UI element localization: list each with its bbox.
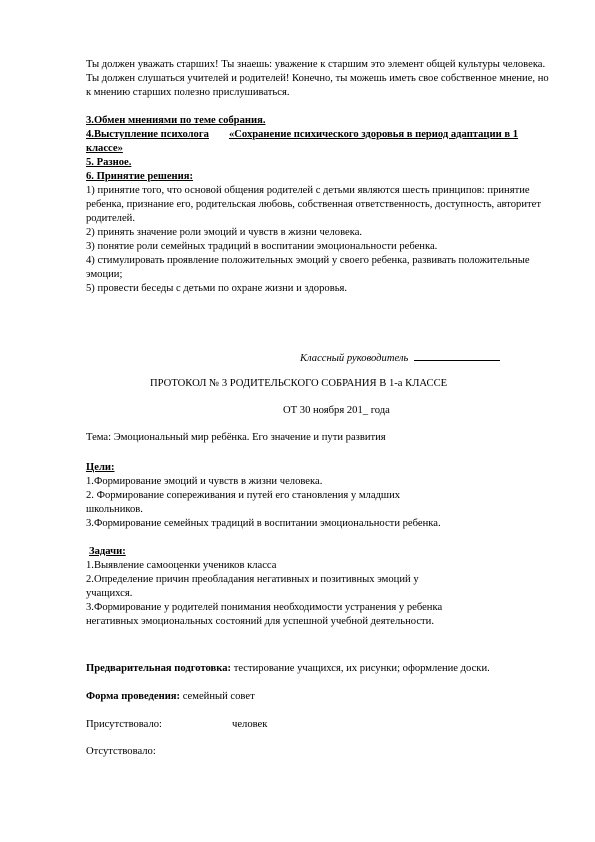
goal-item: 2. Формирование сопереживания и путей его становления у младших школьников. <box>86 490 401 515</box>
agenda-item-3: 3.Обмен мнениями по теме собрания. <box>86 115 266 126</box>
protocol-date: ОТ 30 ноября 201_ года <box>283 405 390 416</box>
intro-paragraph: Ты должен слушаться учителей и родителей! Конечно, ты можешь иметь свое собственное мнение, но к мнению старших полезно прислушиваться. <box>86 73 549 98</box>
signature-label: Классный руководитель <box>300 353 409 364</box>
goals-heading: Цели: <box>86 462 115 473</box>
decision-item: 4) стимулировать проявление положительных эмоций у своего ребенка, развивать положительные эмоции; <box>86 255 530 280</box>
form-text: семейный совет <box>180 691 255 702</box>
agenda-item-4 <box>86 128 556 156</box>
decisions-list <box>86 184 556 296</box>
task-item: 1.Выявление самооценки учеников класса <box>86 560 277 571</box>
agenda-item-5: 5. Разное. <box>86 157 132 168</box>
tasks-heading: Задачи: <box>89 546 126 557</box>
preparation-label: Предварительная подготовка: <box>86 663 232 674</box>
present-label: Присутствовало: <box>86 719 162 730</box>
agenda-block <box>86 114 556 184</box>
present-line <box>86 718 556 732</box>
decision-item: 5) провести беседы с детьми по охране жизни и здоровья. <box>86 283 348 294</box>
preparation-line <box>86 662 556 676</box>
decision-item: 1) принятие того, что основой общения родителей с детьми являются шесть принципов: принятие ребенка, признание его, родительская любовь, собственная ответственность, доступность, авторитет родителей. <box>86 185 541 224</box>
decision-item: 2) принять значение роли эмоций и чувств в жизни человека. <box>86 227 363 238</box>
absent-line <box>86 745 556 759</box>
agenda-item-4-title: «Сохранение психического здоровья в период адаптации в 1 классе» <box>86 129 519 154</box>
agenda-item-4-label: 4.Выступление психолога <box>86 129 209 140</box>
protocol-theme: Тема: Эмоциональный мир ребёнка. Его значение и пути развития <box>86 432 386 443</box>
preparation-text: тестирование учащихся, их рисунки; оформление доски. <box>231 663 490 674</box>
decision-item: 3) понятие роли семейных традиций в воспитании эмоциональности ребенка. <box>86 241 438 252</box>
goals-block <box>86 461 446 531</box>
present-unit: человек <box>232 719 268 730</box>
goal-item: 1.Формирование эмоций и чувств в жизни человека. <box>86 476 323 487</box>
signature-line <box>300 350 530 366</box>
absent-label: Отсутствовало: <box>86 746 156 757</box>
signature-blank <box>414 350 500 361</box>
task-item: 2.Определение причин преобладания негативных и позитивных эмоций у учащихся. <box>86 574 419 599</box>
task-item: 3.Формирование у родителей понимания необходимости устранения у ребенка негативных эмоциональных состояний для успешной учебной деятельности. <box>86 602 443 627</box>
tasks-block <box>86 545 456 629</box>
form-line <box>86 690 556 704</box>
agenda-item-6: 6. Принятие решения: <box>86 171 194 182</box>
goal-item: 3.Формирование семейных традиций в воспитании эмоциональности ребенка. <box>86 518 441 529</box>
intro-block <box>86 58 556 100</box>
form-label: Форма проведения: <box>86 691 181 702</box>
protocol-title: ПРОТОКОЛ № 3 РОДИТЕЛЬСКОГО СОБРАНИЯ В 1-а КЛАССЕ <box>150 378 448 389</box>
intro-paragraph: Ты должен уважать старших! Ты знаешь: уважение к старшим это элемент общей культуры человека. <box>86 59 546 70</box>
